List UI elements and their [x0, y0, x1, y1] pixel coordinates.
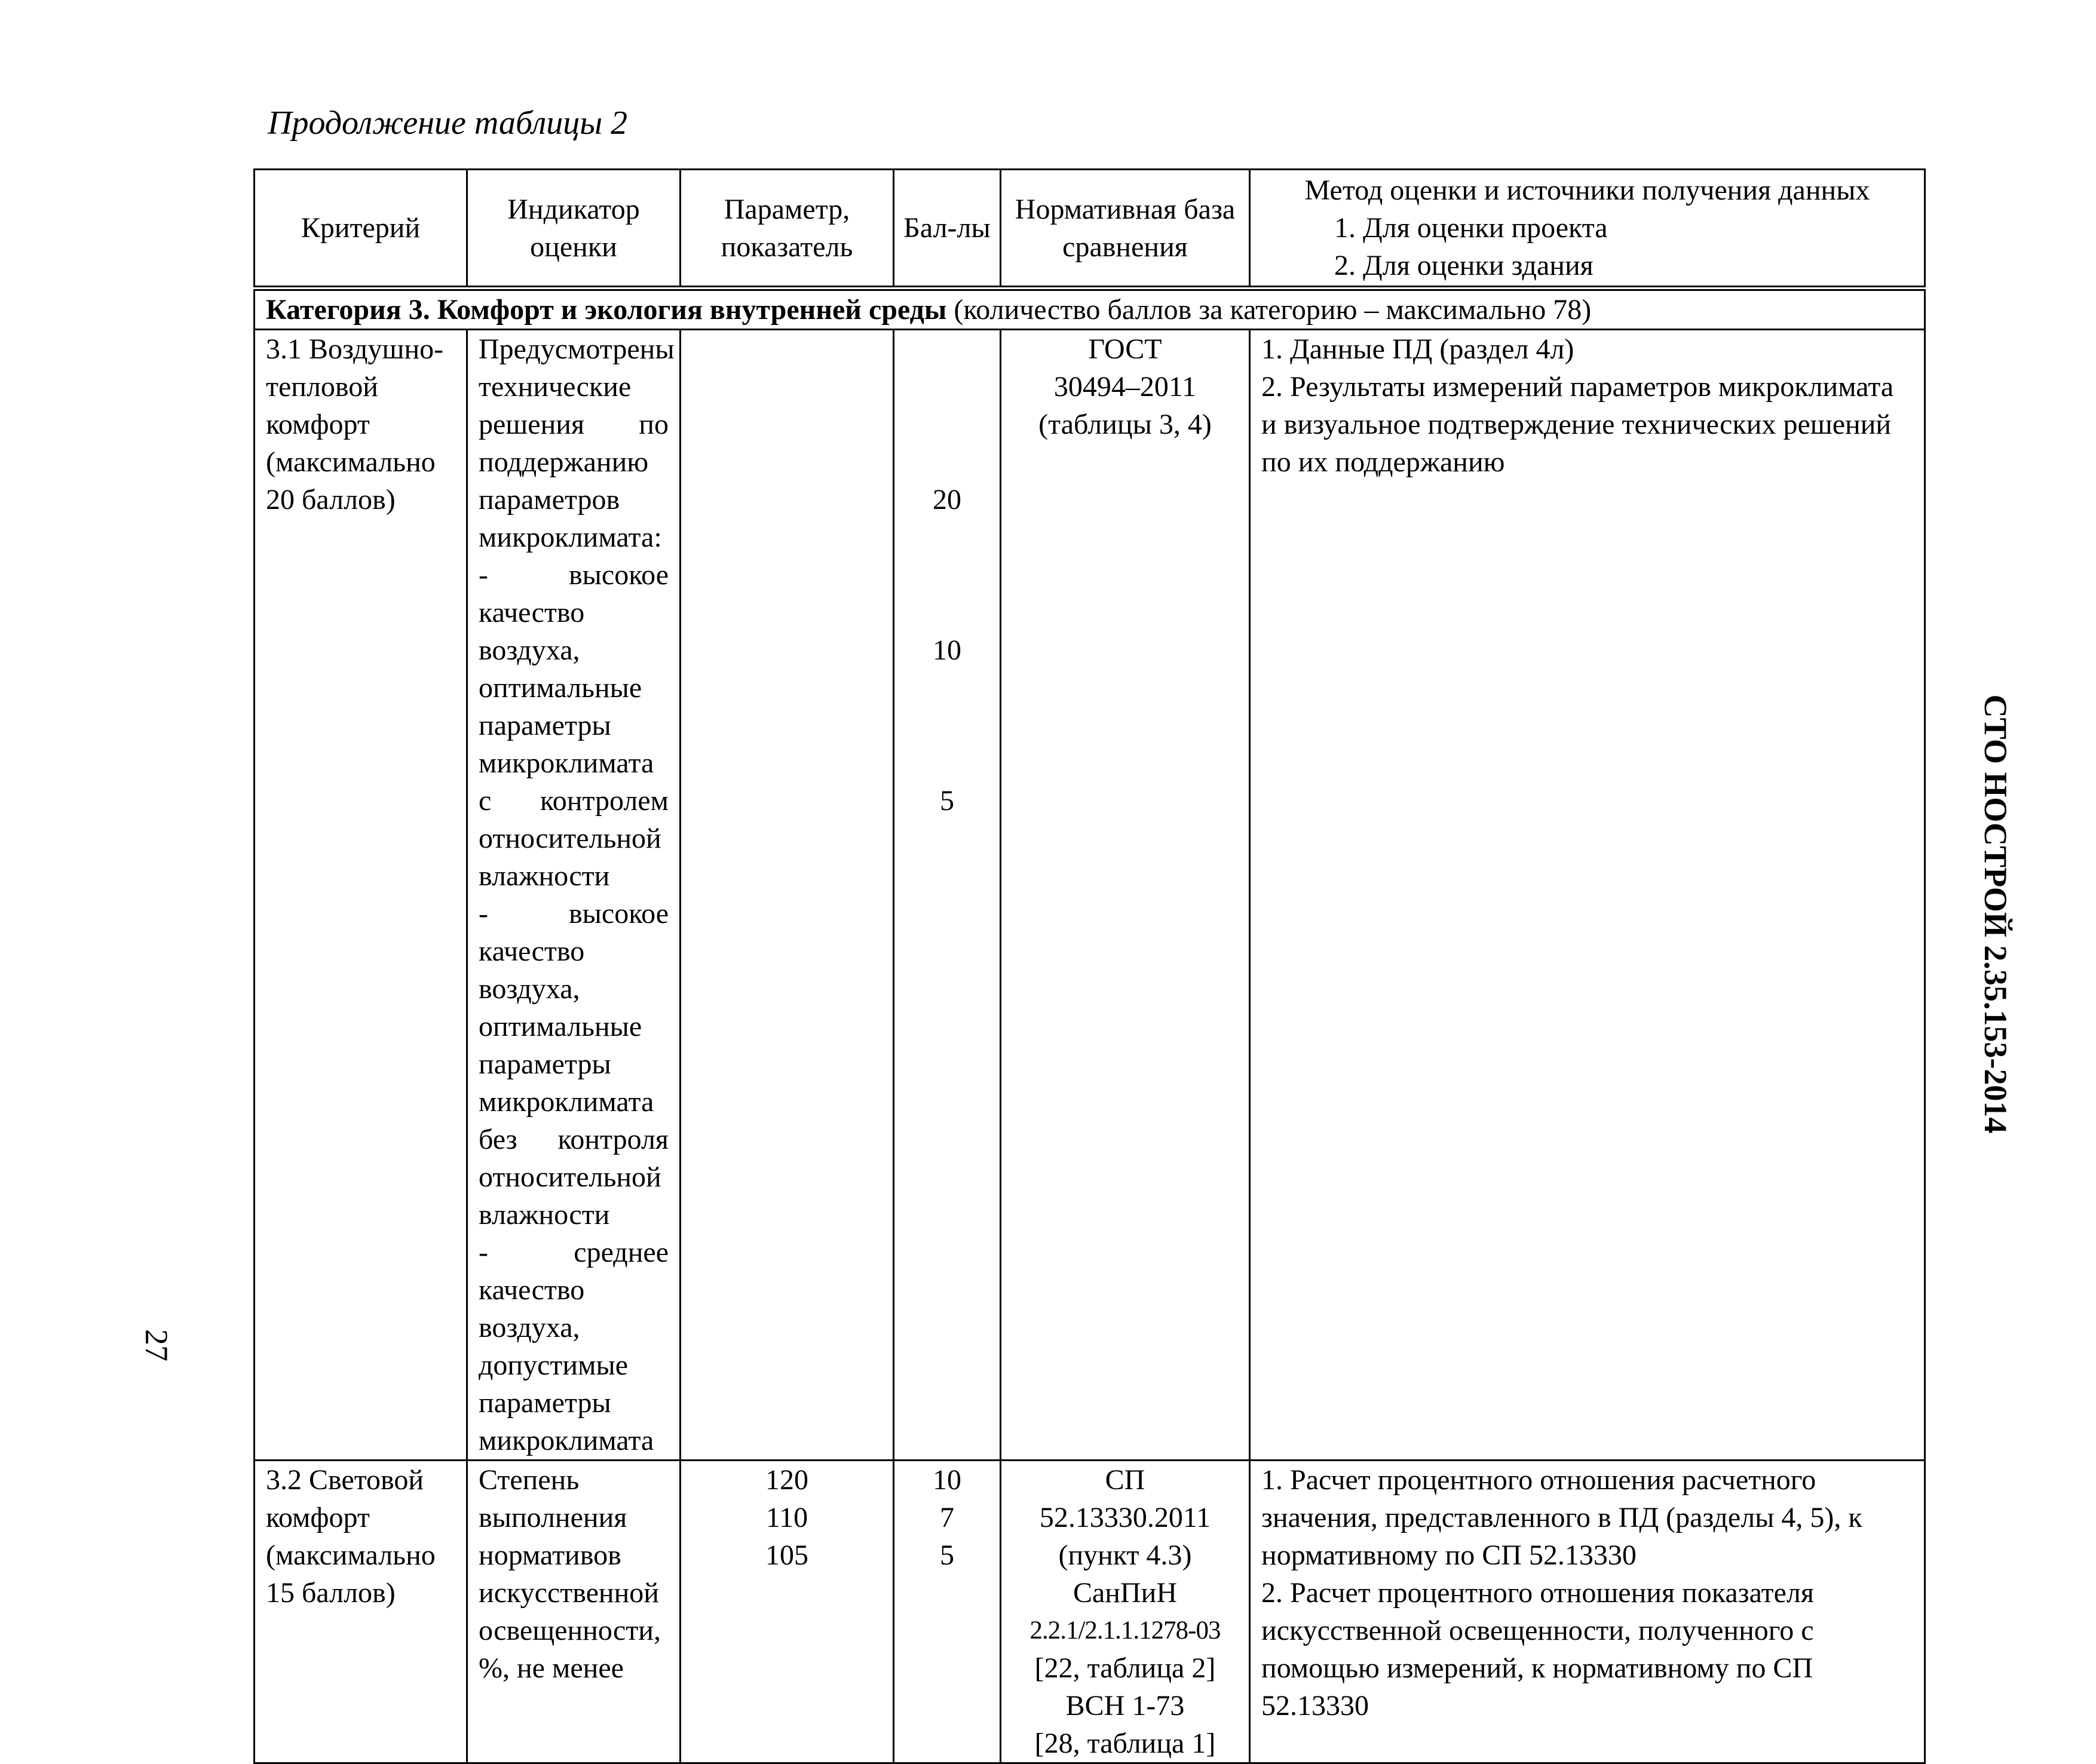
document-code: СТО НОСТРОЙ 2.35.153-2014 — [1978, 694, 2014, 1134]
category-cell — [255, 289, 1925, 330]
points-cell — [894, 330, 1001, 1461]
table-row — [255, 330, 1925, 1461]
points-value: 10 — [933, 634, 961, 666]
header-points: Бал-лы — [894, 170, 1001, 289]
header-method — [1250, 170, 1925, 289]
criterion-cell: 3.2 Световой комфорт (максимально 15 баллов) — [255, 1461, 467, 1763]
norm-line: 2.2.1/2.1.1.1278-03 — [1029, 1616, 1221, 1645]
indicator-cell: Степень выполнения нормативов искусственной освещенности, %, не менее — [467, 1461, 681, 1763]
method-item-1: 1. Данные ПД (раздел 4л) — [1261, 333, 1574, 365]
norm-line: (таблицы 3, 4) — [1038, 409, 1212, 440]
header-method-title: Метод оценки и источники получения данных — [1304, 174, 1870, 206]
method-cell — [1250, 1461, 1925, 1763]
norm-line: СанПиН — [1072, 1577, 1178, 1609]
indicator-option-2: - высокое качество воздуха, оптимальные параметры микроклимата без контроля относительной влажности — [479, 898, 669, 1231]
norm-base-cell — [1001, 330, 1250, 1461]
parameter-cell: 120 110 105 — [681, 1461, 894, 1763]
norm-line: (пункт 4.3) — [1058, 1539, 1192, 1571]
header-criterion: Критерий — [255, 170, 467, 289]
category-note: (количество баллов за категорию – максимально 78) — [946, 294, 1592, 326]
header-method-item1: 1. Для оценки проекта — [1334, 212, 1608, 244]
header-method-item2: 2. Для оценки здания — [1334, 250, 1594, 281]
category-title: Категория 3. Комфорт и экология внутренней среды — [266, 294, 947, 326]
norm-line: 52.13330.2011 — [1039, 1502, 1211, 1533]
points-value: 5 — [940, 785, 954, 817]
evaluation-table — [253, 168, 1926, 1764]
header-indicator: Индикатор оценки — [467, 170, 681, 289]
method-item-2: 2. Результаты измерений параметров микроклимата и визуальное подтверждение технических решений по их поддержанию — [1261, 371, 1894, 478]
indicator-option-1: - высокое качество воздуха, оптимальные параметры микроклимата с контролем относительной влажности — [479, 559, 669, 892]
norm-line: ГОСТ — [1088, 333, 1162, 365]
table-header-row — [255, 170, 1925, 289]
indicator-option-3: - среднее качество воздуха, допустимые параметры микроклимата — [479, 1237, 669, 1456]
indicator-intro: Предусмотрены технические решения по поддержанию параметров микроклимата: — [479, 333, 675, 553]
norm-line: [22, таблица 2] — [1034, 1652, 1216, 1684]
norm-base-cell — [1001, 1461, 1250, 1763]
table-row — [255, 1461, 1925, 1763]
method-cell — [1250, 330, 1925, 1461]
indicator-cell — [467, 330, 681, 1461]
norm-line: 30494–2011 — [1053, 371, 1197, 403]
page-number: 27 — [139, 1329, 174, 1361]
method-item-1: 1. Расчет процентного отношения расчетного значения, представленного в ПД (разделы 4, 5), к нормативному по СП 52.13330 — [1261, 1464, 1862, 1571]
norm-line: [28, таблица 1] — [1034, 1728, 1216, 1759]
norm-line: СП — [1105, 1464, 1145, 1496]
table-caption: Продолжение таблицы 2 — [268, 105, 628, 142]
header-parameter: Параметр, показатель — [681, 170, 894, 289]
header-norm-base: Нормативная база сравнения — [1001, 170, 1250, 289]
points-cell: 10 7 5 — [894, 1461, 1001, 1763]
points-value: 20 — [933, 484, 961, 516]
method-item-2: 2. Расчет процентного отношения показателя искусственной освещенности, полученного с помощью измерений, к нормативному по СП 52.13330 — [1261, 1577, 1814, 1722]
norm-line: ВСН 1-73 — [1065, 1690, 1185, 1722]
criterion-cell: 3.1 Воздушно-тепловой комфорт (максимально 20 баллов) — [255, 330, 467, 1461]
parameter-cell — [681, 330, 894, 1461]
category-row — [255, 289, 1925, 330]
